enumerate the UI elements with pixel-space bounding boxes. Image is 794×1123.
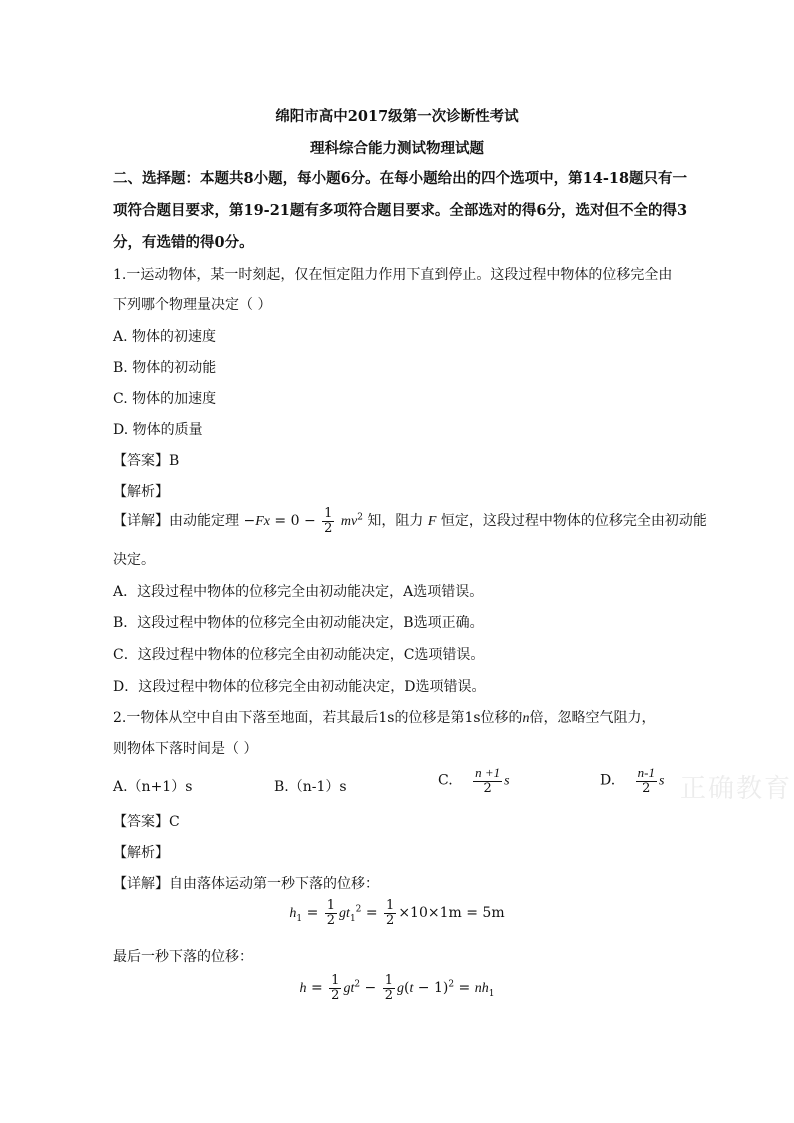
q2-option-d (600, 766, 664, 795)
q1-formula-fraction: $\frac{1}{2}$ (324, 506, 333, 536)
q1-stem-line1: 1.一运动物体，某一时刻起，仅在恒定阻力作用下直到停止。这段过程中物体的位移完全由 (113, 267, 673, 283)
q2-stem-var: n (522, 711, 530, 726)
section-instructions-line2: 项符合题目要求，第19-21题有多项符合题目要求。全部选对的得6分，选对但不全的得3 (113, 202, 688, 219)
exam-subtitle: 理科综合能力测试物理试题 (310, 140, 484, 157)
q2-option-d-den: 2 (642, 780, 651, 796)
q1-explanation-b: B．这段过程中物体的位移完全由初动能决定，B选项正确。 (113, 615, 484, 631)
watermark-text: 正确教育 (680, 774, 793, 804)
q1-option-a: A. 物体的初速度 (113, 329, 217, 345)
q2-answer: 【答案】C (113, 814, 180, 830)
q2-option-a: A.（n+1）s (113, 779, 193, 795)
q1-detail-line1 (113, 507, 707, 535)
q1-analysis-label: 【解析】 (113, 484, 169, 500)
q2-option-d-label: D. (600, 772, 616, 789)
q2-stem-part-a: 2.一物体从空中自由下落至地面，若其最后1s的位移是第1s位移的 (113, 710, 523, 726)
q2-stem-part-b: 倍，忽略空气阻力， (529, 710, 656, 726)
q1-explanation-a: A．这段过程中物体的位移完全由初动能决定，A选项错误。 (113, 584, 484, 600)
q2-detail-line2: 最后一秒下落的位移： (113, 949, 253, 965)
q1-detail-suffix2: 恒定，这段过程中物体的位移完全由初动能 (440, 513, 707, 530)
section-instructions-line1: 二、选择题：本题共8小题，每小题6分。在每小题给出的四个选项中，第14-18题只有一 (113, 170, 688, 187)
q2-option-d-unit: s (658, 773, 665, 789)
q1-stem-line2: 下列哪个物理量决定（ ） (113, 297, 272, 313)
q1-explanation-c: C．这段过程中物体的位移完全由初动能决定，C选项错误。 (113, 647, 485, 663)
q2-formula-2: h = $\frac{1}{2}$ $gt^2$ − $\frac{1}{2}$ $g(t - 1)^2 = nh_1$ (299, 973, 495, 1003)
q1-detail-line2: 决定。 (113, 552, 155, 568)
q2-stem-line1 (113, 707, 656, 727)
q1-detail-suffix1: 知，阻力 (367, 513, 424, 530)
q1-option-b: B. 物体的初动能 (113, 360, 217, 376)
q2-formula-1: $h_1$ = $\frac{1}{2}$ $gt_1^2$ = $\frac{1}{2}$ ×10×1m = 5m (289, 898, 505, 928)
q1-option-c: C. 物体的加速度 (113, 391, 217, 407)
q2-option-d-fraction (636, 766, 657, 795)
section-instructions-line3: 分，有选错的得0分。 (113, 234, 254, 251)
q2-option-c-unit: s (504, 773, 510, 789)
q1-formula: −Fx = 0 − $\frac{1}{2}$ $mv^2$ (243, 506, 363, 536)
q1-detail-var: F (427, 514, 437, 530)
q2-detail-line1: 【详解】自由落体运动第一秒下落的位移： (113, 876, 379, 892)
exam-title: 绵阳市高中2017级第一次诊断性考试 (275, 108, 519, 125)
q2-option-c-den: 2 (483, 780, 492, 796)
q2-stem-line2: 则物体下落时间是（ ） (113, 741, 258, 757)
watermark-logo (680, 768, 792, 805)
q2-option-b: B.（n-1）s (274, 779, 347, 795)
q2-option-c-label: C. (438, 772, 453, 789)
q2-option-d-num: n-1 (637, 765, 655, 780)
q1-detail-prefix: 【详解】由动能定理 (113, 513, 239, 530)
q2-analysis-label: 【解析】 (113, 845, 169, 861)
q2-option-c-num: n +1 (475, 765, 501, 780)
q1-option-d: D. 物体的质量 (113, 422, 203, 438)
q2-option-c (438, 766, 510, 795)
q1-answer: 【答案】B (113, 453, 180, 469)
q2-option-c-fraction (473, 766, 502, 795)
q1-explanation-d: D．这段过程中物体的位移完全由初动能决定，D选项错误。 (113, 679, 486, 695)
